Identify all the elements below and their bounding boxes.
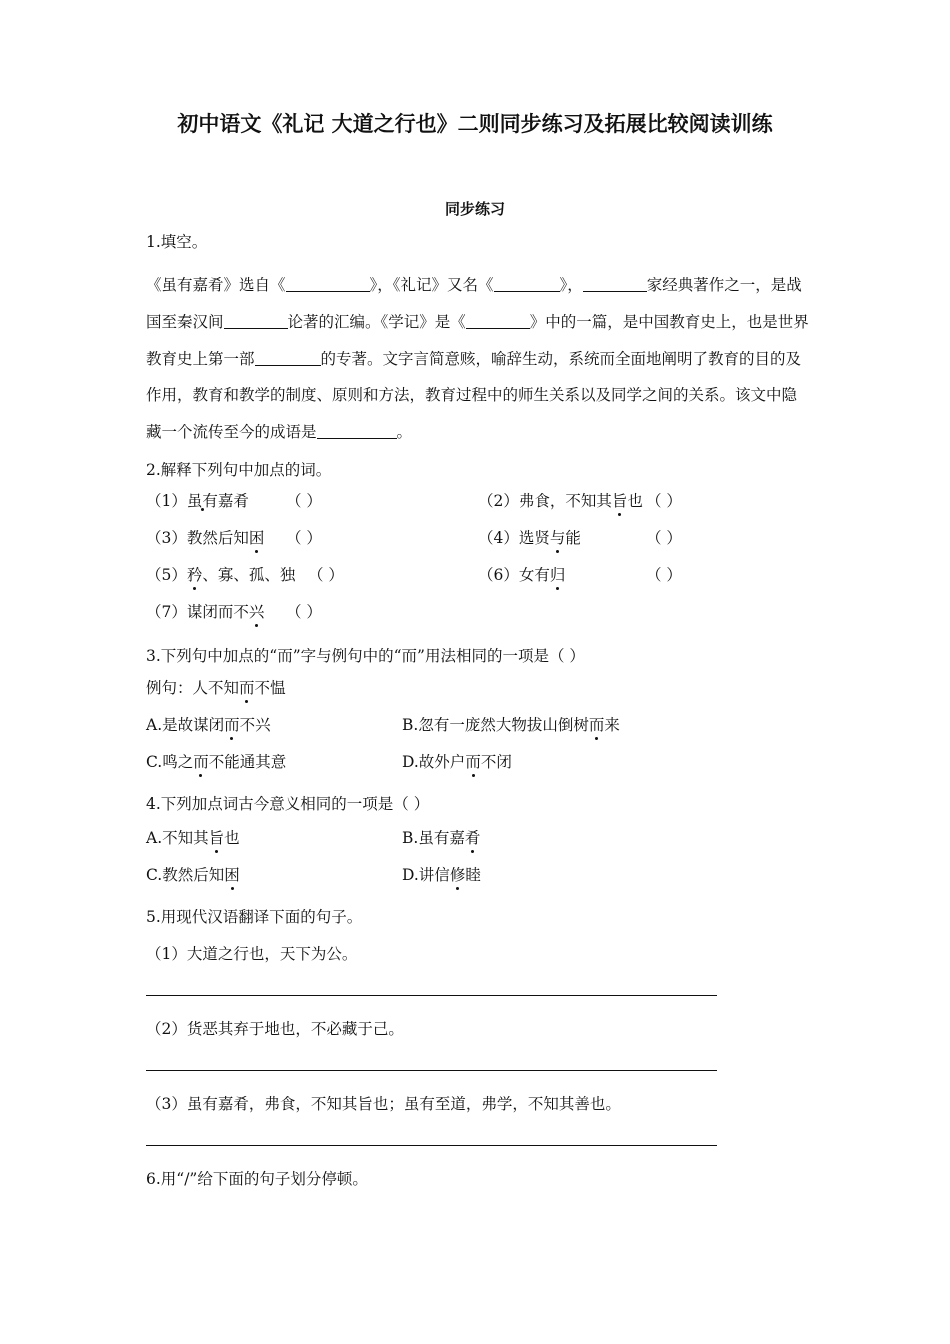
q5-item: （3）虽有嘉肴，弗食，不知其旨也；虽有至道，弗学，不知其善也。	[146, 1095, 621, 1113]
q4-option-c[interactable]: C.教然后知困	[146, 866, 240, 884]
q3-option-b[interactable]: B.忽有一庞然大物拔山倒树而来	[402, 716, 620, 734]
fill-blank[interactable]	[286, 273, 370, 292]
answer-line[interactable]	[146, 1070, 717, 1071]
q1-text: 《虽有嘉肴》选自《	[146, 276, 286, 294]
section-heading: 同步练习	[444, 200, 505, 218]
q4-option-b[interactable]: B.虽有嘉肴	[402, 829, 481, 847]
answer-parens[interactable]: （ ）	[308, 566, 344, 584]
q1-text: 的专著。文字言简意赅，喻辞生动，系统而全面地阐明了教育的目的及作用，教育和教学的制度、原则和方法，教育过程中的师生关系以及同学之间的关系。该文中隐藏一个流传至今的成语是	[146, 349, 802, 442]
q2-item: （3）教然后知困	[146, 529, 265, 547]
q1-text: 》中的一篇，是中国教育史上，也是世界教育史上第一部	[146, 312, 809, 368]
q6-label: 6.用“/”给下面的句子划分停顿。	[146, 1170, 368, 1188]
answer-line[interactable]	[146, 995, 717, 996]
q5-item: （2）货恶其弃于地也，不必藏于己。	[146, 1020, 404, 1038]
fill-blank[interactable]	[583, 273, 647, 292]
q2-label: 2.解释下列句中加点的词。	[146, 461, 332, 479]
q2-item: （5）矜、寡、孤、独	[146, 566, 296, 584]
q1-text: 家经典著作之一，是战国至秦汉间	[146, 276, 802, 331]
answer-parens[interactable]: （ ）	[286, 492, 322, 510]
q2-item: （6）女有归	[478, 566, 566, 584]
fill-blank[interactable]	[255, 347, 321, 366]
q1-text: 》，《礼记》又名《	[369, 276, 494, 294]
answer-parens[interactable]: （ ）	[286, 603, 322, 621]
document-title: 初中语文《礼记 大道之行也》二则同步练习及拓展比较阅读训练	[177, 111, 773, 136]
q1-text: 论著的汇编。《学记》是《	[287, 312, 466, 331]
answer-line[interactable]	[146, 1145, 717, 1146]
fill-blank[interactable]	[494, 273, 560, 292]
answer-parens[interactable]: （ ）	[646, 529, 682, 547]
q5-item: （1）大道之行也，天下为公。	[146, 945, 358, 963]
answer-parens[interactable]: （ ）	[646, 492, 682, 510]
q5-label: 5.用现代汉语翻译下面的句子。	[146, 908, 363, 926]
q1-label: 1.填空。	[146, 233, 208, 251]
q3-label: 3.下列句中加点的“而”字与例句中的“而”用法相同的一项是（ ）	[146, 647, 585, 665]
q2-item: （4）选贤与能	[478, 529, 581, 547]
q1-fill-paragraph	[146, 267, 810, 451]
q3-option-a[interactable]: A.是故谋闭而不兴	[146, 716, 271, 734]
q1-text: 。	[396, 423, 413, 442]
q3-option-d[interactable]: D.故外户而不闭	[402, 753, 512, 771]
q2-item: （1）虽有嘉肴	[146, 492, 249, 510]
q2-item: （7）谋闭而不兴	[146, 603, 265, 621]
answer-parens[interactable]: （ ）	[286, 529, 322, 547]
q4-option-a[interactable]: A.不知其旨也	[146, 829, 240, 847]
q3-option-c[interactable]: C.鸣之而不能通其意	[146, 753, 287, 771]
fill-blank[interactable]	[317, 420, 397, 439]
q4-label: 4.下列加点词古今意义相同的一项是（ ）	[146, 795, 430, 813]
answer-parens[interactable]: （ ）	[646, 566, 682, 584]
q4-option-d[interactable]: D.讲信修睦	[402, 866, 481, 884]
q2-item: （2）弗食，不知其旨也	[478, 492, 643, 510]
fill-blank[interactable]	[466, 310, 530, 329]
q1-text: 》，	[559, 276, 583, 294]
fill-blank[interactable]	[224, 310, 288, 329]
q3-example: 例句：人不知而不愠	[146, 679, 286, 697]
